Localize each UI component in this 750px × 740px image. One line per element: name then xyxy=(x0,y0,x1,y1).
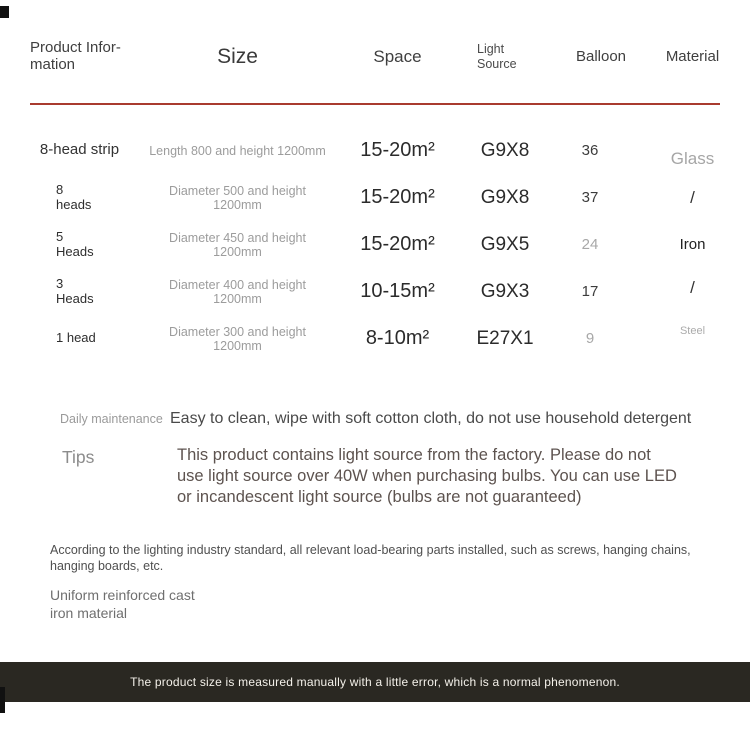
space-cell: 15-20m² xyxy=(360,186,435,208)
image-edge-artifact-bottom xyxy=(0,687,5,713)
table-row-3-heads xyxy=(0,268,750,315)
column-header-product-information xyxy=(0,40,145,74)
disclaimer-bar xyxy=(0,662,750,702)
column-header-balloon: Balloon xyxy=(575,48,627,65)
column-header-material: Material xyxy=(665,48,720,65)
image-edge-artifact-top xyxy=(0,6,9,18)
disclaimer-text: The product size is measured manually with a little error, which is a normal phenomenon. xyxy=(130,675,620,690)
light-source-cell: G9X3 xyxy=(480,280,530,302)
spec-table-header xyxy=(0,0,750,103)
spec-table-body xyxy=(0,105,750,362)
size-cell: Length 800 and height 1200mm xyxy=(149,143,326,158)
daily-maintenance-text: Easy to clean, wipe with soft cotton cloth, do not use household detergent xyxy=(170,410,692,427)
column-header-size: Size xyxy=(217,44,258,68)
balloon-cell: 36 xyxy=(581,142,599,159)
table-row-1-head xyxy=(0,315,750,362)
light-source-cell: G9X8 xyxy=(480,186,530,208)
material-cell: Iron xyxy=(679,236,706,253)
light-source-cell: E27X1 xyxy=(476,327,534,349)
size-cell: Diameter 300 and height 1200mm xyxy=(169,324,306,353)
tips-row xyxy=(62,445,750,508)
column-header-product-line1: Product Infor- xyxy=(30,38,121,56)
daily-maintenance-row xyxy=(60,410,750,428)
balloon-cell: 17 xyxy=(581,283,599,300)
material-cell: Glass xyxy=(670,148,715,168)
table-row-8-heads xyxy=(0,174,750,221)
material-cell: Steel xyxy=(679,324,706,337)
space-cell: 15-20m² xyxy=(360,233,435,255)
material-cell: / xyxy=(690,187,695,207)
space-cell: 15-20m² xyxy=(360,139,435,161)
material-cell: / xyxy=(690,277,695,297)
table-row-8-head-strip xyxy=(0,127,750,174)
column-header-product-line2: mation xyxy=(30,55,76,73)
balloon-cell: 9 xyxy=(585,330,595,347)
size-cell: Diameter 500 and height 1200mm xyxy=(169,183,306,212)
column-header-light-line2: Source xyxy=(477,56,517,71)
space-cell: 8-10m² xyxy=(365,327,430,349)
product-name: 8-head strip xyxy=(39,141,120,159)
balloon-cell: 37 xyxy=(581,189,599,206)
size-cell: Diameter 450 and height 1200mm xyxy=(169,230,306,259)
tips-label: Tips xyxy=(62,447,95,467)
table-row-5-heads xyxy=(0,221,750,268)
column-header-light-source xyxy=(465,42,545,71)
size-cell: Diameter 400 and height 1200mm xyxy=(169,277,306,306)
column-header-space: Space xyxy=(373,46,422,66)
daily-maintenance-label: Daily maintenance xyxy=(60,412,163,426)
material-note: Uniform reinforced cast iron material xyxy=(50,587,195,621)
light-source-cell: G9X8 xyxy=(480,139,530,161)
space-cell: 10-15m² xyxy=(360,280,435,302)
tips-text: This product contains light source from the factory. Please do not use light source over 40W when purchasing bulbs. You can use LED or incandescent light source (bulbs are not guaranteed) xyxy=(177,446,677,506)
product-name: 3 Heads xyxy=(56,276,94,306)
light-source-cell: G9X5 xyxy=(480,233,530,255)
product-name: 1 head xyxy=(56,330,96,346)
industry-standard-note: According to the lighting industry standard, all relevant load-bearing parts installed, such as screws, hanging chains, hanging boards, etc. xyxy=(50,543,691,573)
product-name: 5 Heads xyxy=(56,229,94,259)
column-header-light-line1: Light xyxy=(477,42,505,57)
balloon-cell: 24 xyxy=(581,236,599,253)
product-name: 8 heads xyxy=(56,182,92,212)
